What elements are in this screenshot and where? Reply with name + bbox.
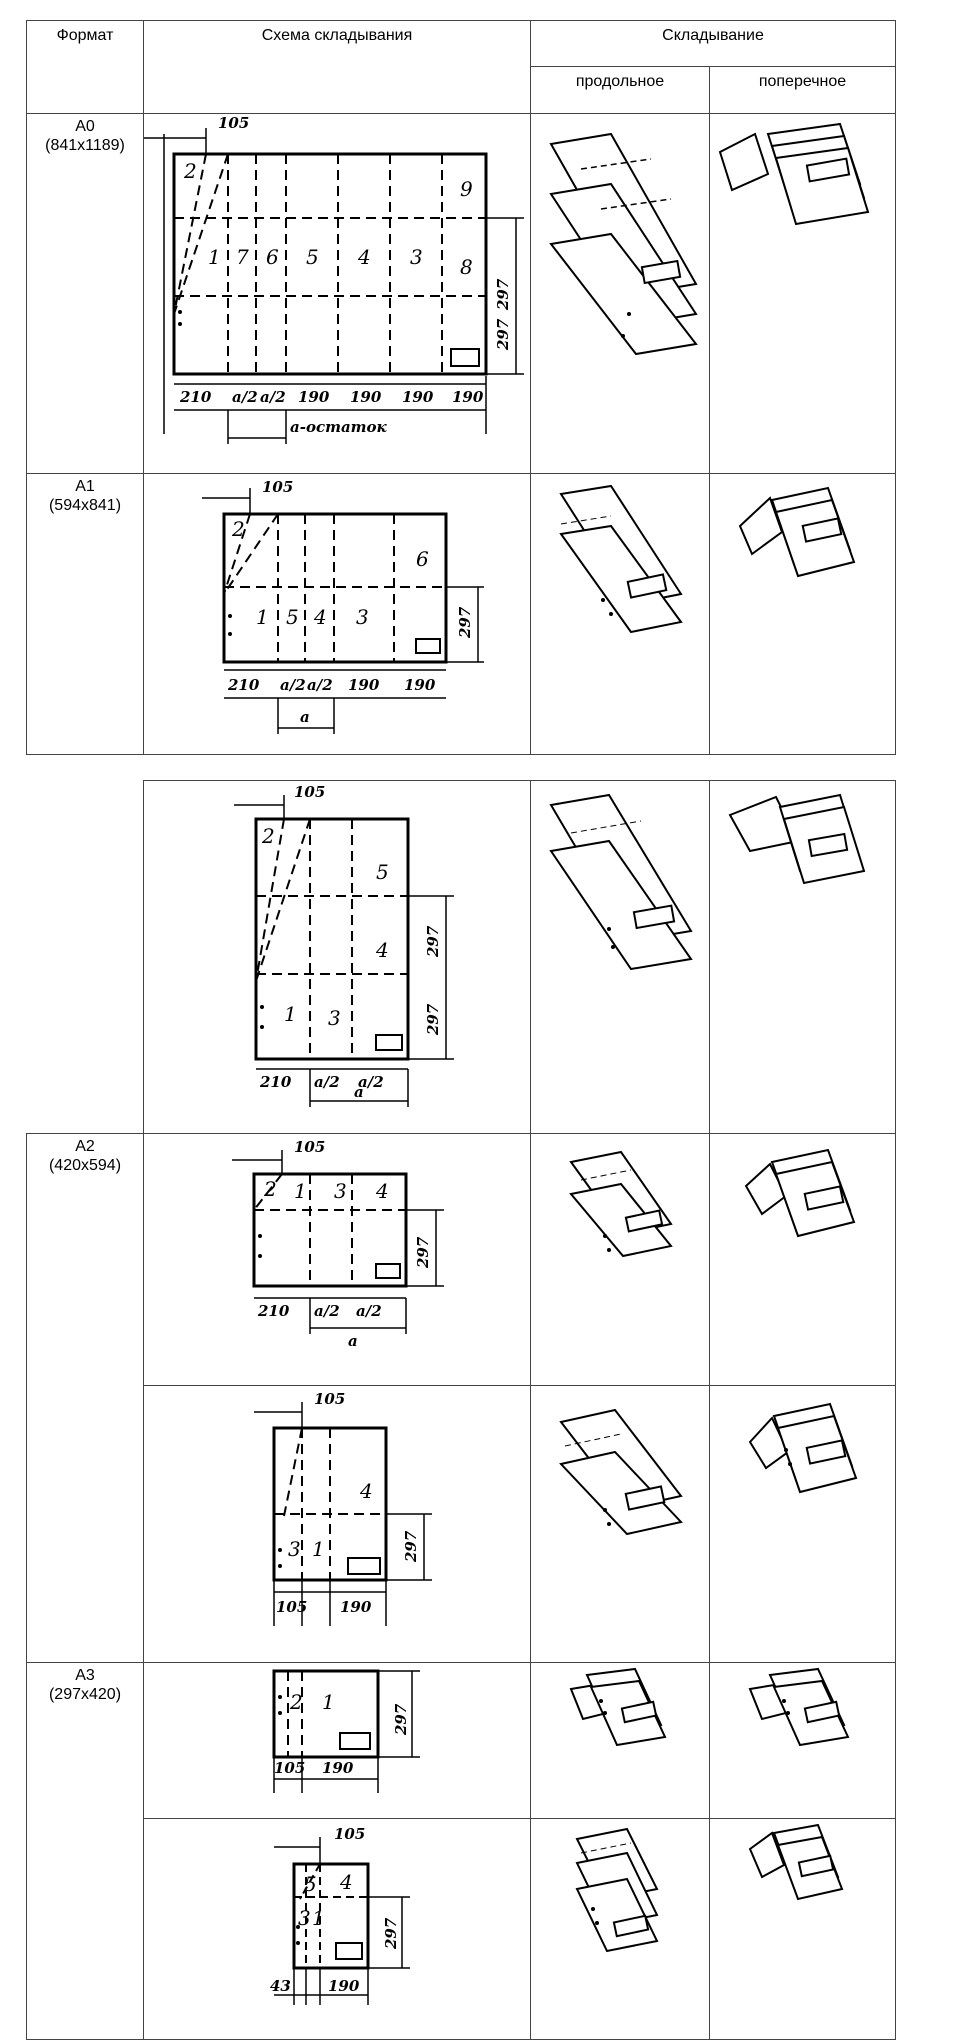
dim-half-a: a/2: [232, 388, 258, 406]
dim-297: 297: [456, 606, 474, 638]
dim-210: 210: [260, 1073, 292, 1091]
dim-190: 190: [452, 388, 484, 406]
dim-105: 105: [314, 1390, 346, 1408]
longitudinal-fold-a3-icon: [531, 1663, 710, 1818]
panel-3: 3: [288, 1537, 301, 1561]
transverse-fold-a1-icon: [710, 474, 896, 754]
transverse-fold-a1-variant-icon: [710, 781, 896, 1133]
scheme-a0: [144, 114, 531, 474]
transverse-a3: [710, 1663, 896, 1819]
panel-1: 1: [294, 1179, 307, 1203]
dim-half-a: a/2: [314, 1302, 340, 1320]
format-a1: [27, 474, 144, 755]
scheme-a2-variant: [144, 1386, 531, 1663]
dim-297: 297: [494, 278, 512, 310]
dim-105: 105: [262, 478, 294, 496]
panel-5: 5: [306, 245, 319, 269]
transverse-a2: [710, 1134, 896, 1386]
scheme-a2-variant-drawing: [144, 1386, 531, 1662]
dim-297: 297: [424, 1003, 442, 1035]
dim-297: 297: [424, 925, 442, 957]
scheme-a0-drawing: [144, 114, 531, 473]
scheme-a3-variant-drawing: [144, 1819, 531, 2039]
header-longitudinal: продольное: [531, 67, 710, 114]
longitudinal-fold-a2-variant-icon: [531, 1386, 710, 1662]
dim-half-a: a/2: [314, 1073, 340, 1091]
transverse-a3-variant: [710, 1819, 896, 2040]
panel-2: 2: [264, 1177, 277, 1201]
transverse-fold-a3-variant-icon: [710, 1819, 896, 2039]
panel-3: 3: [356, 605, 369, 629]
header-format: Формат: [27, 21, 144, 114]
panel-1: 1: [312, 1537, 325, 1561]
longitudinal-fold-a1-icon: [531, 474, 710, 754]
panel-6: 6: [416, 547, 429, 571]
dim-190: 190: [404, 676, 436, 694]
panel-2: 2: [290, 1690, 303, 1714]
panel-5: 5: [376, 860, 389, 884]
folding-table-part-1: [26, 20, 896, 755]
dim-half-a: a/2: [358, 1073, 384, 1091]
transverse-a1: [710, 474, 896, 755]
panel-4: 4: [360, 1479, 373, 1503]
longitudinal-fold-a3-variant-icon: [531, 1819, 710, 2039]
dim-a: a: [300, 708, 310, 726]
dim-a: a: [348, 1332, 358, 1350]
dim-105: 105: [218, 114, 250, 132]
format-a2: [27, 1134, 144, 1663]
scheme-a1-variant: [144, 781, 531, 1134]
longitudinal-a2: [531, 1134, 710, 1386]
transverse-fold-a3-icon: [710, 1663, 896, 1818]
format-name: A0: [75, 118, 95, 135]
panel-4: 4: [376, 938, 389, 962]
panel-1: 1: [208, 245, 221, 269]
format-size: (594x841): [48, 497, 122, 514]
dim-210: 210: [180, 388, 212, 406]
panel-2: 2: [232, 517, 245, 541]
format-name: A2: [75, 1138, 95, 1155]
panel-7: 7: [236, 245, 249, 269]
transverse-fold-a2-variant-icon: [710, 1386, 896, 1662]
dim-297: 297: [392, 1703, 410, 1735]
format-size: (420x594): [48, 1157, 122, 1174]
format-a1-continued: [27, 781, 144, 1134]
panel-9: 9: [460, 177, 473, 201]
dim-297: 297: [402, 1530, 420, 1562]
scheme-a2-drawing: [144, 1134, 531, 1385]
dim-190: 190: [350, 388, 382, 406]
dim-a-remainder: a-остаток: [290, 418, 387, 436]
format-name: A3: [75, 1667, 95, 1684]
dim-190: 190: [340, 1598, 372, 1616]
dim-210: 210: [228, 676, 260, 694]
longitudinal-a3-variant: [531, 1819, 710, 2040]
folding-table-part-2: [26, 780, 896, 2040]
scheme-a3-drawing: [144, 1663, 531, 1818]
panel-2: 2: [184, 159, 197, 183]
scheme-a3-variant: [144, 1819, 531, 2040]
dim-105: 105: [276, 1598, 308, 1616]
format-a3: [27, 1663, 144, 2040]
scheme-a3: [144, 1663, 531, 1819]
format-size: (297x420): [48, 1686, 122, 1703]
dim-190: 190: [348, 676, 380, 694]
panel-3: 3: [334, 1179, 347, 1203]
scheme-a1: [144, 474, 531, 755]
dim-190: 190: [298, 388, 330, 406]
dim-half-a: a/2: [307, 676, 333, 694]
dim-190: 190: [322, 1759, 354, 1777]
format-a0: [27, 114, 144, 474]
dim-105: 105: [294, 783, 326, 801]
transverse-fold-a2-icon: [710, 1134, 896, 1385]
longitudinal-a0: [531, 114, 710, 474]
dim-190: 190: [328, 1977, 360, 1995]
dim-105: 105: [294, 1138, 326, 1156]
dim-half-a: a/2: [260, 388, 286, 406]
header-transverse: поперечное: [710, 67, 896, 114]
panel-1: 1: [312, 1906, 325, 1930]
dim-half-a: a/2: [280, 676, 306, 694]
scheme-a1-drawing: [144, 474, 531, 754]
longitudinal-a1-variant: [531, 781, 710, 1134]
scheme-a1-variant-drawing: [144, 781, 531, 1133]
panel-8: 8: [460, 255, 473, 279]
dim-a: a: [354, 1083, 364, 1101]
panel-2: 2: [262, 824, 275, 848]
header-folding: Складывание: [531, 21, 896, 67]
panel-3: 3: [410, 245, 423, 269]
panel-4: 4: [376, 1179, 389, 1203]
dim-190: 190: [402, 388, 434, 406]
longitudinal-a3: [531, 1663, 710, 1819]
panel-1: 1: [322, 1690, 335, 1714]
dim-210: 210: [258, 1302, 290, 1320]
format-size: (841x1189): [45, 137, 125, 154]
panel-5: 5: [286, 605, 299, 629]
longitudinal-a1: [531, 474, 710, 755]
dim-297: 297: [494, 318, 512, 350]
dim-297: 297: [414, 1236, 432, 1268]
panel-6: 6: [266, 245, 279, 269]
longitudinal-fold-a2-icon: [531, 1134, 710, 1385]
panel-4: 4: [340, 1870, 353, 1894]
transverse-a0: [710, 114, 896, 474]
dim-105: 105: [274, 1759, 306, 1777]
format-name: A1: [75, 478, 95, 495]
dim-half-a: a/2: [356, 1302, 382, 1320]
header-scheme: Схема складывания: [144, 21, 531, 114]
dim-297: 297: [382, 1917, 400, 1949]
panel-1: 1: [256, 605, 269, 629]
panel-4: 4: [314, 605, 327, 629]
transverse-fold-a0-icon: [710, 114, 896, 473]
transverse-a2-variant: [710, 1386, 896, 1663]
dim-43: 43: [270, 1977, 291, 1995]
longitudinal-fold-a1-variant-icon: [531, 781, 710, 1133]
dim-105: 105: [334, 1825, 366, 1843]
longitudinal-a2-variant: [531, 1386, 710, 1663]
scheme-a2: [144, 1134, 531, 1386]
panel-3: 3: [328, 1006, 341, 1030]
transverse-a1-variant: [710, 781, 896, 1134]
panel-4: 4: [358, 245, 371, 269]
panel-3: 3: [298, 1906, 311, 1930]
longitudinal-fold-a0-icon: [531, 114, 710, 473]
panel-5: 5: [304, 1872, 317, 1896]
panel-1: 1: [284, 1002, 297, 1026]
